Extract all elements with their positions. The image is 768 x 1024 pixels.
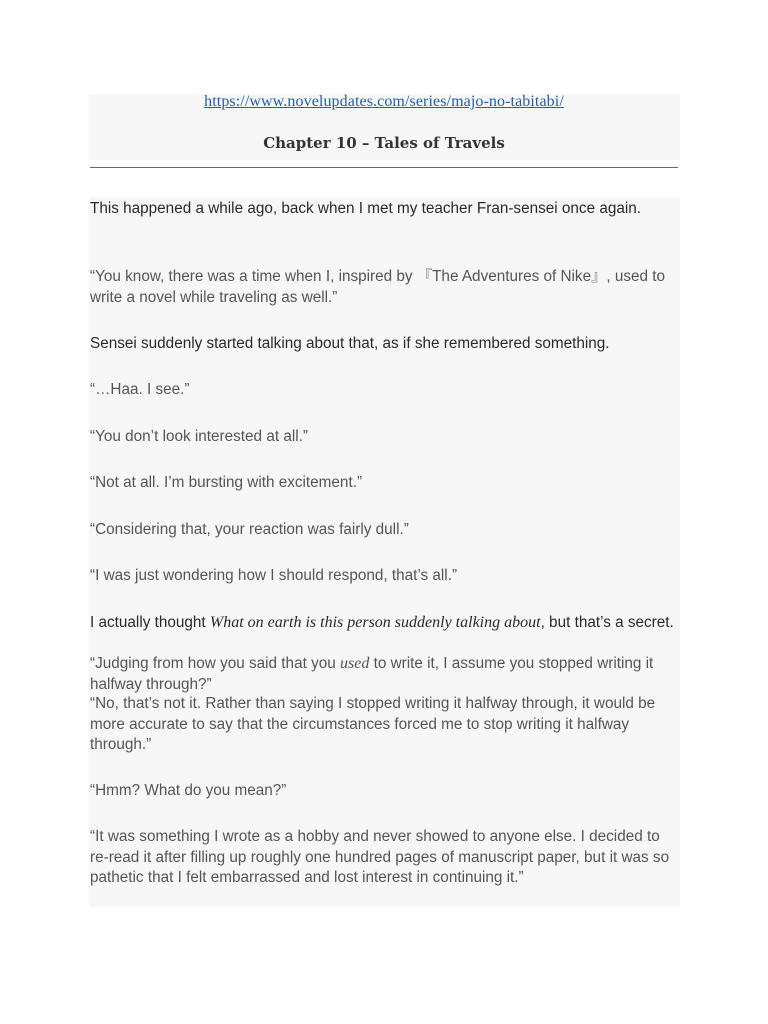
paragraph: “It was something I wrote as a hobby and never showed to anyone else. I decided to re-read it after filling up roughly one hundred pages of manuscript paper, but it was so pathetic that I felt embarrassed and lost interest in continuing it.” (90, 828, 670, 886)
paragraph: “No, that’s not it. Rather than saying I stopped writing it halfway through, it would be more accurate to say that the circumstances forced me to stop writing it halfway through.” (90, 695, 656, 753)
paragraph: “Considering that, your reaction was fairly dull.” (90, 521, 409, 538)
paragraph: “I was just wondering how I should respond, that’s all.” (90, 567, 458, 584)
paragraph: This happened a while ago, back when I met my teacher Fran-sensei once again. (90, 200, 642, 217)
paragraph (90, 654, 680, 695)
title-divider (90, 167, 678, 168)
paragraph: Sensei suddenly started talking about that, as if she remembered something. (90, 335, 610, 352)
paragraph: “Not at all. I’m bursting with excitement.” (90, 474, 363, 491)
paragraph: “You don’t look interested at all.” (90, 428, 308, 445)
paragraph-text: , but that’s a secret. (540, 614, 674, 631)
paragraph (90, 613, 680, 634)
paragraph-text: to write it, I assume you stopped writing it halfway through?” (90, 655, 654, 693)
paragraph-text: I actually thought (90, 614, 210, 631)
paragraph-text: “Judging from how you said that you (90, 655, 340, 672)
source-link[interactable]: https://www.novelupdates.com/series/majo-no-tabitabi/ (204, 93, 564, 110)
paragraph: “You know, there was a time when I, inspired by 『The Adventures of Nike』, used to write a novel while traveling as well.” (90, 268, 666, 306)
chapter-title: Chapter 10 – Tales of Travels (263, 134, 505, 152)
paragraph: “Hmm? What do you mean?” (90, 782, 287, 799)
italic-emphasis: used (340, 655, 370, 672)
italic-thought: What on earth is this person suddenly talking about (209, 614, 541, 631)
paragraph: “…Haa. I see.” (90, 381, 190, 398)
